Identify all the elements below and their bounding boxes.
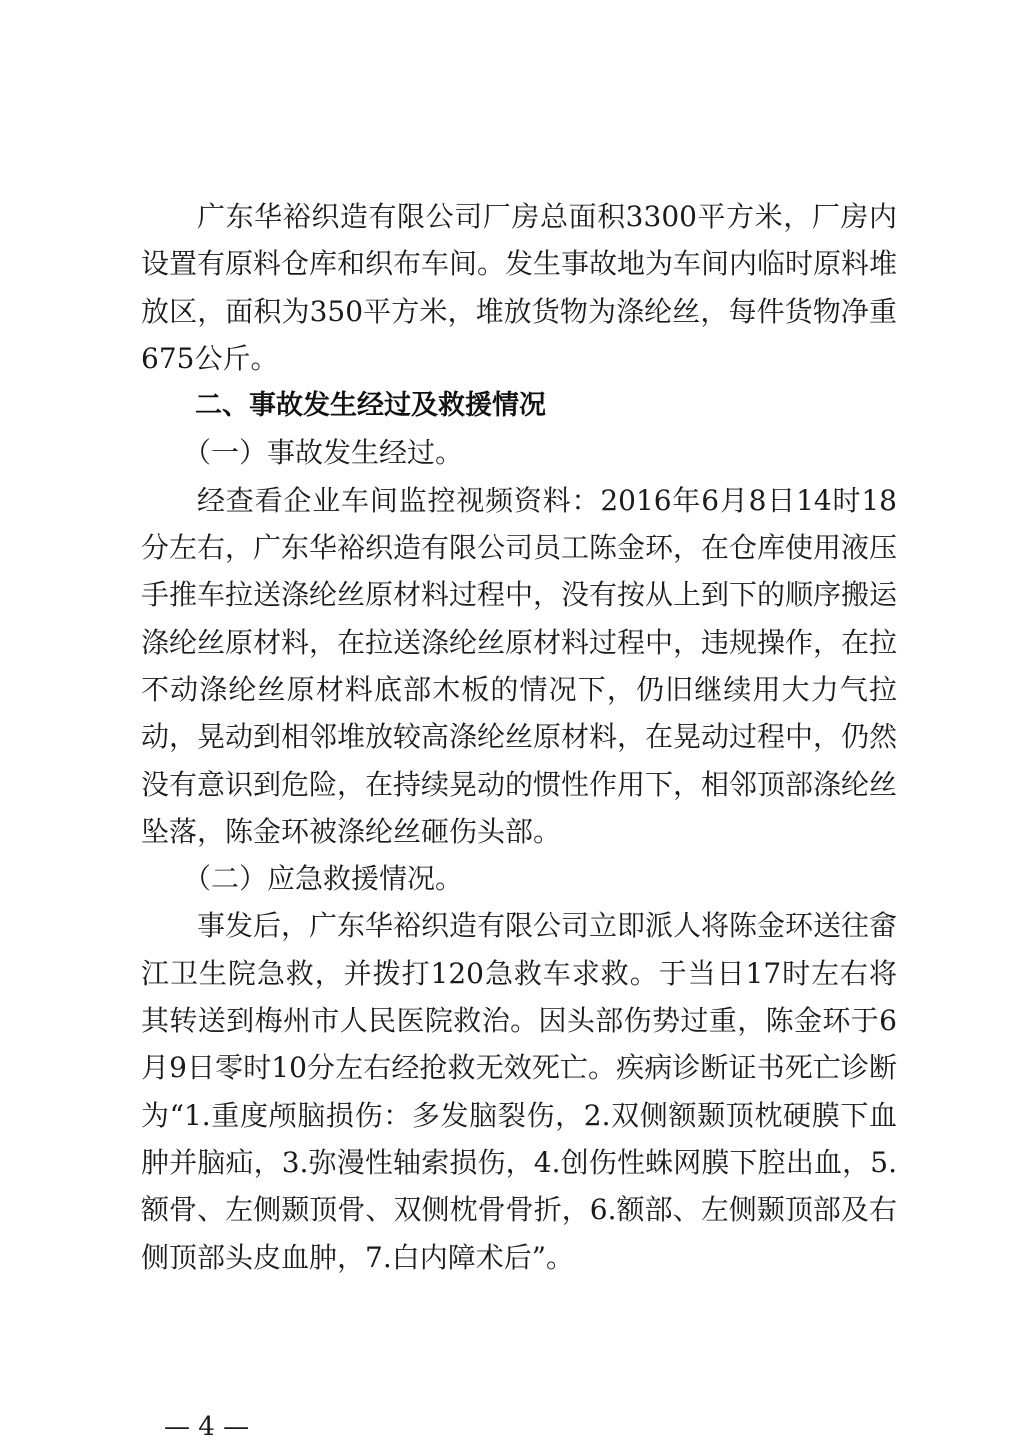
page-number: — 4 — [164, 1412, 250, 1442]
section-heading-accident-process: 二、事故发生经过及救援情况 [195, 390, 546, 422]
paragraph-factory-info: 广东华裕织造有限公司厂房总面积3300平方米，厂房内设置有原料仓库和织布车间。发生事故地为车间内临时原料堆放区，面积为350平方米，堆放货物为涤纶丝，每件货物净重675公斤。 [141, 200, 898, 375]
subheading-emergency-rescue: （二）应急救援情况。 [183, 862, 464, 896]
document-body [141, 193, 897, 1281]
subheading-accident-process: （一）事故发生经过。 [183, 436, 464, 470]
paragraph-emergency-rescue: 事发后，广东华裕织造有限公司立即派人将陈金环送往畲江卫生院急救，并拨打120急救车求救。于当日17时左右将其转送到梅州市人民医院救治。因头部伤势过重，陈金环于6月9日零时10分左右经抢救无效死亡。疾病诊断证书死亡诊断为“1.重度颅脑损伤：多发脑裂伤，2.双侧额颞顶枕硬膜下血肿并脑疝，3.弥漫性轴索损伤，4.创伤性蛛网膜下腔出血，5.额骨、左侧颞顶骨、双侧枕骨骨折，6.额部、左侧颞顶部及右侧顶部头皮血肿，7.白内障术后”。 [141, 909, 898, 1274]
paragraph-accident-process: 经查看企业车间监控视频资料：2016年6月8日14时18分左右，广东华裕织造有限公司员工陈金环，在仓库使用液压手推车拉送涤纶丝原材料过程中，没有按从上到下的顺序搬运涤纶丝原材料，在拉送涤纶丝原材料过程中，违规操作，在拉不动涤纶丝原材料底部木板的情况下，仍旧继续用大力气拉动，晃动到相邻堆放较高涤纶丝原材料，在晃动过程中，仍然没有意识到危险，在持续晃动的惯性作用下，相邻顶部涤纶丝坠落，陈金环被涤纶丝砸伤头部。 [141, 483, 898, 848]
